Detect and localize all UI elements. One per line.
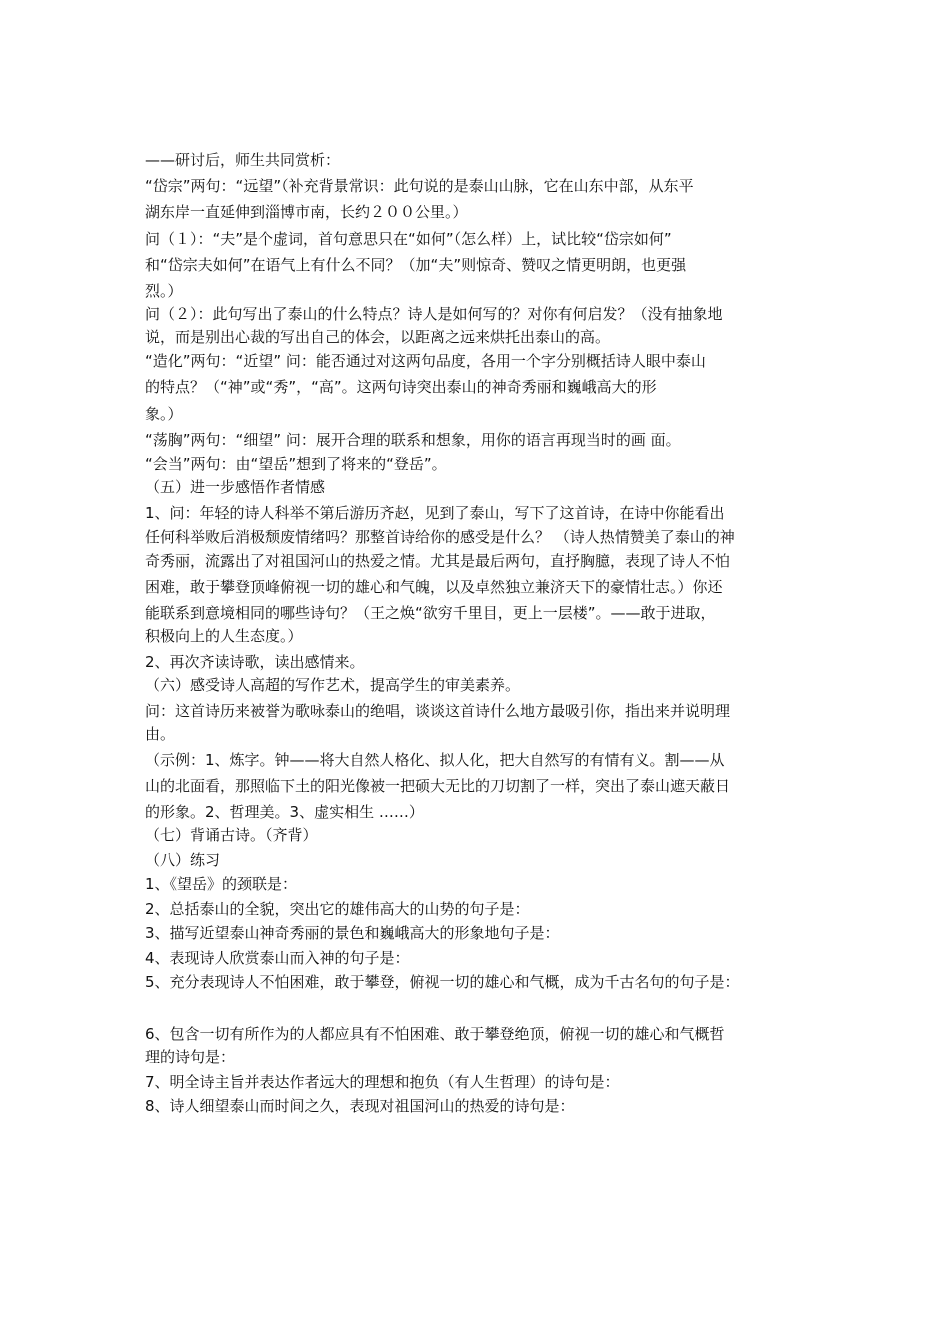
- text-line: 说，而是别出心裁的写出自己的体会，以距离之远来烘托出泰山的高。: [145, 328, 611, 346]
- exercise-item: 7、明全诗主旨并表达作者远大的理想和抱负（有人生哲理）的诗句是：: [145, 1073, 620, 1091]
- text-line: 理的诗句是：: [145, 1048, 236, 1066]
- text-line: 1、问：年轻的诗人科举不第后游历齐赵，见到了泰山，写下了这首诗，在诗中你能看出: [145, 504, 725, 522]
- section-heading: （六）感受诗人高超的写作艺术，提高学生的审美素养。: [145, 676, 521, 694]
- text-line: 困难，敢于攀登顶峰俯视一切的雄心和气魄，以及卓然独立兼济天下的豪情壮志。）你还: [145, 578, 723, 596]
- text-line: “造化”两句：“近望” 问：能否通过对这两句品度，各用一个字分别概括诗人眼中泰山: [145, 352, 706, 370]
- text-line: （示例：1、炼字。钟——将大自然人格化、拟人化，把大自然写的有情有义。割——从: [145, 751, 725, 769]
- text-line: 问（２）：此句写出了泰山的什么特点？诗人是如何写的？对你有何启发？（没有抽象地: [145, 305, 723, 323]
- text-line: 问：这首诗历来被誉为歌咏泰山的绝唱，谈谈这首诗什么地方最吸引你，指出来并说明理: [145, 702, 731, 720]
- text-line: “岱宗”两句：“远望”（补充背景常识：此句说的是泰山山脉，它在山东中部，从东平: [145, 177, 694, 195]
- text-line: 任何科举败后消极颓废情绪吗？那整首诗给你的感受是什么？ （诗人热情赞美了泰山的神: [145, 528, 735, 546]
- text-line: “会当”两句：由“望岳”想到了将来的“登岳”。: [145, 455, 447, 473]
- text-line: 积极向上的人生态度。）: [145, 627, 303, 645]
- exercise-item: 4、表现诗人欣赏泰山而入神的句子是：: [145, 949, 410, 967]
- text-line: 和“岱宗夫如何”在语气上有什么不同？（加“夫”则惊奇、赞叹之情更明朗，也更强: [145, 256, 687, 274]
- exercise-item: 5、充分表现诗人不怕困难，敢于攀登，俯视一切的雄心和气概，成为千古名句的句子是：: [145, 973, 740, 991]
- text-line: 湖东岸一直延伸到淄博市南，长约２００公里。）: [145, 203, 468, 221]
- text-line: 能联系到意境相同的哪些诗句？（王之焕“欲穷千里目，更上一层楼”。——敢于进取，: [145, 604, 716, 622]
- text-line: 的形象。2、哲理美。3、虚实相生 ……）: [145, 803, 424, 821]
- text-line: 山的北面看，那照临下土的阳光像被一把硕大无比的刀切割了一样，突出了泰山遮天蔽日: [145, 777, 731, 795]
- text-line: 问（１）：“夫”是个虚词，首句意思只在“如何”（怎么样）上，试比较“岱宗如何”: [145, 230, 672, 248]
- text-line: 奇秀丽，流露出了对祖国河山的热爱之情。尤其是最后两句，直抒胸臆，表现了诗人不怕: [145, 552, 731, 570]
- text-line: 烈。）: [145, 282, 183, 300]
- exercise-item: 8、诗人细望泰山而时间之久，表现对祖国河山的热爱的诗句是：: [145, 1097, 575, 1115]
- text-line: 的特点？（“神”或“秀”，“高”。这两句诗突出泰山的神奇秀丽和巍峨高大的形: [145, 378, 657, 396]
- exercise-item: 2、总括泰山的全貌，突出它的雄伟高大的山势的句子是：: [145, 900, 530, 918]
- text-line: 2、再次齐读诗歌，读出感情来。: [145, 653, 365, 671]
- text-line: ——研讨后，师生共同赏析：: [145, 151, 341, 169]
- text-line: 象。）: [145, 405, 183, 423]
- exercise-item: 1、《望岳》的颈联是：: [145, 875, 298, 893]
- text-line: “荡胸”两句：“细望” 问：展开合理的联系和想象，用你的语言再现当时的画 面。: [145, 431, 681, 449]
- section-heading: （五）进一步感悟作者情感: [145, 478, 326, 496]
- exercise-item: 3、描写近望泰山神奇秀丽的景色和巍峨高大的形象地句子是：: [145, 924, 560, 942]
- section-heading: （八）练习: [145, 851, 221, 869]
- text-line: 由。: [145, 725, 176, 743]
- exercise-item: 6、包含一切有所作为的人都应具有不怕困难、敢于攀登绝顶，俯视一切的雄心和气概哲: [145, 1025, 725, 1043]
- section-heading: （七）背诵古诗。（齐背）: [145, 826, 318, 844]
